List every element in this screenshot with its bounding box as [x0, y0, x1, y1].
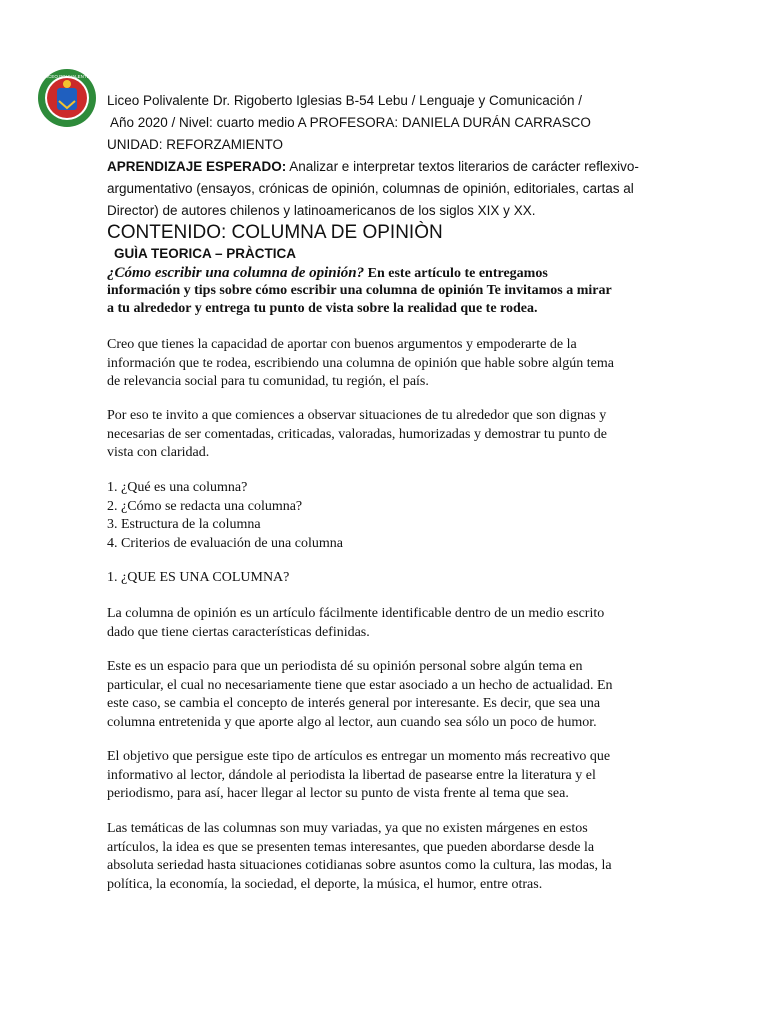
header-unit-line: UNIDAD: REFORZAMIENTO [107, 137, 284, 152]
p4-line: particular, el cual no necesariamente tiene que estar asociado a un hecho de actualidad. En [107, 677, 613, 693]
contenido-heading: CONTENIDO: COLUMNA DE OPINIÒN [107, 222, 443, 243]
p6-line: artículos, la idea es que se presenten temas interesantes, que pueden abordarse desde la [107, 839, 595, 855]
paragraph-3 [107, 605, 667, 642]
p3-line: dado que tiene ciertas características definidas. [107, 624, 370, 640]
aprendizaje-text: Analizar e interpretar textos literarios de carácter reflexivo- [286, 159, 639, 174]
p4-line: este caso, se cambia el concepto de interés general por interesante. Es decir, que sea una [107, 696, 601, 711]
intro-line1 [107, 265, 548, 282]
p1-line: de relevancia social para tu comunidad, tu región, el país. [107, 374, 429, 389]
aprendizaje-line1 [107, 159, 639, 174]
intro-text1: En este artículo te entregamos [364, 266, 548, 281]
p2-line: Por eso te invito a que comiences a observar situaciones de tu alrededor que son dignas y [107, 408, 607, 423]
school-logo-icon [37, 68, 97, 128]
paragraph-2 [107, 407, 667, 463]
p1-line: información que te rodea, escribiendo una columna de opinión que hable sobre algún tema [107, 355, 614, 371]
header-year-line: Año 2020 / Nivel: cuarto medio A PROFESORA: DANIELA DURÁN CARRASCO [110, 115, 591, 130]
paragraph-4 [107, 658, 667, 732]
paragraph-6 [107, 820, 667, 894]
guia-heading: GUÌA TEORICA – PRÀCTICA [114, 246, 297, 261]
section-heading-1 [107, 569, 667, 588]
p5-line: El objetivo que persigue este tipo de artículos es entregar un momento más recreativo que [107, 749, 611, 764]
paragraph-5 [107, 748, 667, 804]
p2-line: necesarias de ser comentadas, criticadas, valoradas, humorizadas y demostrar tu punto de [107, 426, 607, 442]
p5-line: informativo al lector, dándole al periodista la libertad de pasearse entre la literatura y el [107, 767, 596, 783]
aprendizaje-label: APRENDIZAJE ESPERADO: [107, 159, 287, 174]
p4-line: columna entretenida y que aporte algo al lector, aun cuando sea sólo un poco de humor. [107, 714, 597, 730]
intro-line3: a tu alrededor y entrega tu punto de vista sobre la realidad que te rodea. [107, 301, 538, 316]
list-item: 1. ¿Qué es una columna? [107, 480, 248, 495]
p1-line: Creo que tienes la capacidad de aportar con buenos argumentos y empoderarte de la [107, 337, 577, 352]
p4-line: Este es un espacio para que un periodista dé su opinión personal sobre algún tema en [107, 659, 583, 674]
aprendizaje-line3: Director) de autores chilenos y latinoamericanos de los siglos XIX y XX. [107, 203, 536, 218]
p2-line: vista con claridad. [107, 445, 210, 460]
aprendizaje-line2: argumentativo (ensayos, crónicas de opinión, columnas de opinión, editoriales, cartas al [107, 181, 634, 196]
list-item: 4. Criterios de evaluación de una columna [107, 535, 343, 551]
p5-line: periodismo, para así, hacer llegar al lector su punto de vista frente al tema que sea. [107, 786, 569, 801]
paragraph-1 [107, 336, 667, 392]
p6-line: absoluta seriedad hasta situaciones cotidianas sobre asuntos como la cultura, las modas, la [107, 858, 612, 873]
section-title: 1. ¿QUE ES UNA COLUMNA? [107, 570, 290, 585]
header-school-line: Liceo Polivalente Dr. Rigoberto Iglesias B-54 Lebu / Lenguaje y Comunicación / [107, 93, 583, 108]
intro-line2: información y tips sobre cómo escribir una columna de opinión Te invitamos a mirar [107, 283, 612, 298]
list-item: 3. Estructura de la columna [107, 517, 261, 532]
p3-line: La columna de opinión es un artículo fácilmente identificable dentro de un medio escrito [107, 606, 605, 621]
p6-line: Las temáticas de las columnas son muy variadas, ya que no existen márgenes en estos [107, 821, 588, 836]
intro-question: ¿Cómo escribir una columna de opinión? [107, 265, 365, 281]
topic-list [107, 479, 667, 553]
list-item: 2. ¿Cómo se redacta una columna? [107, 498, 303, 514]
svg-text:LICEO POLIVALENTE: LICEO POLIVALENTE [44, 74, 90, 79]
p6-line: política, la economía, la sociedad, el deporte, la música, el humor, entre otras. [107, 876, 543, 892]
